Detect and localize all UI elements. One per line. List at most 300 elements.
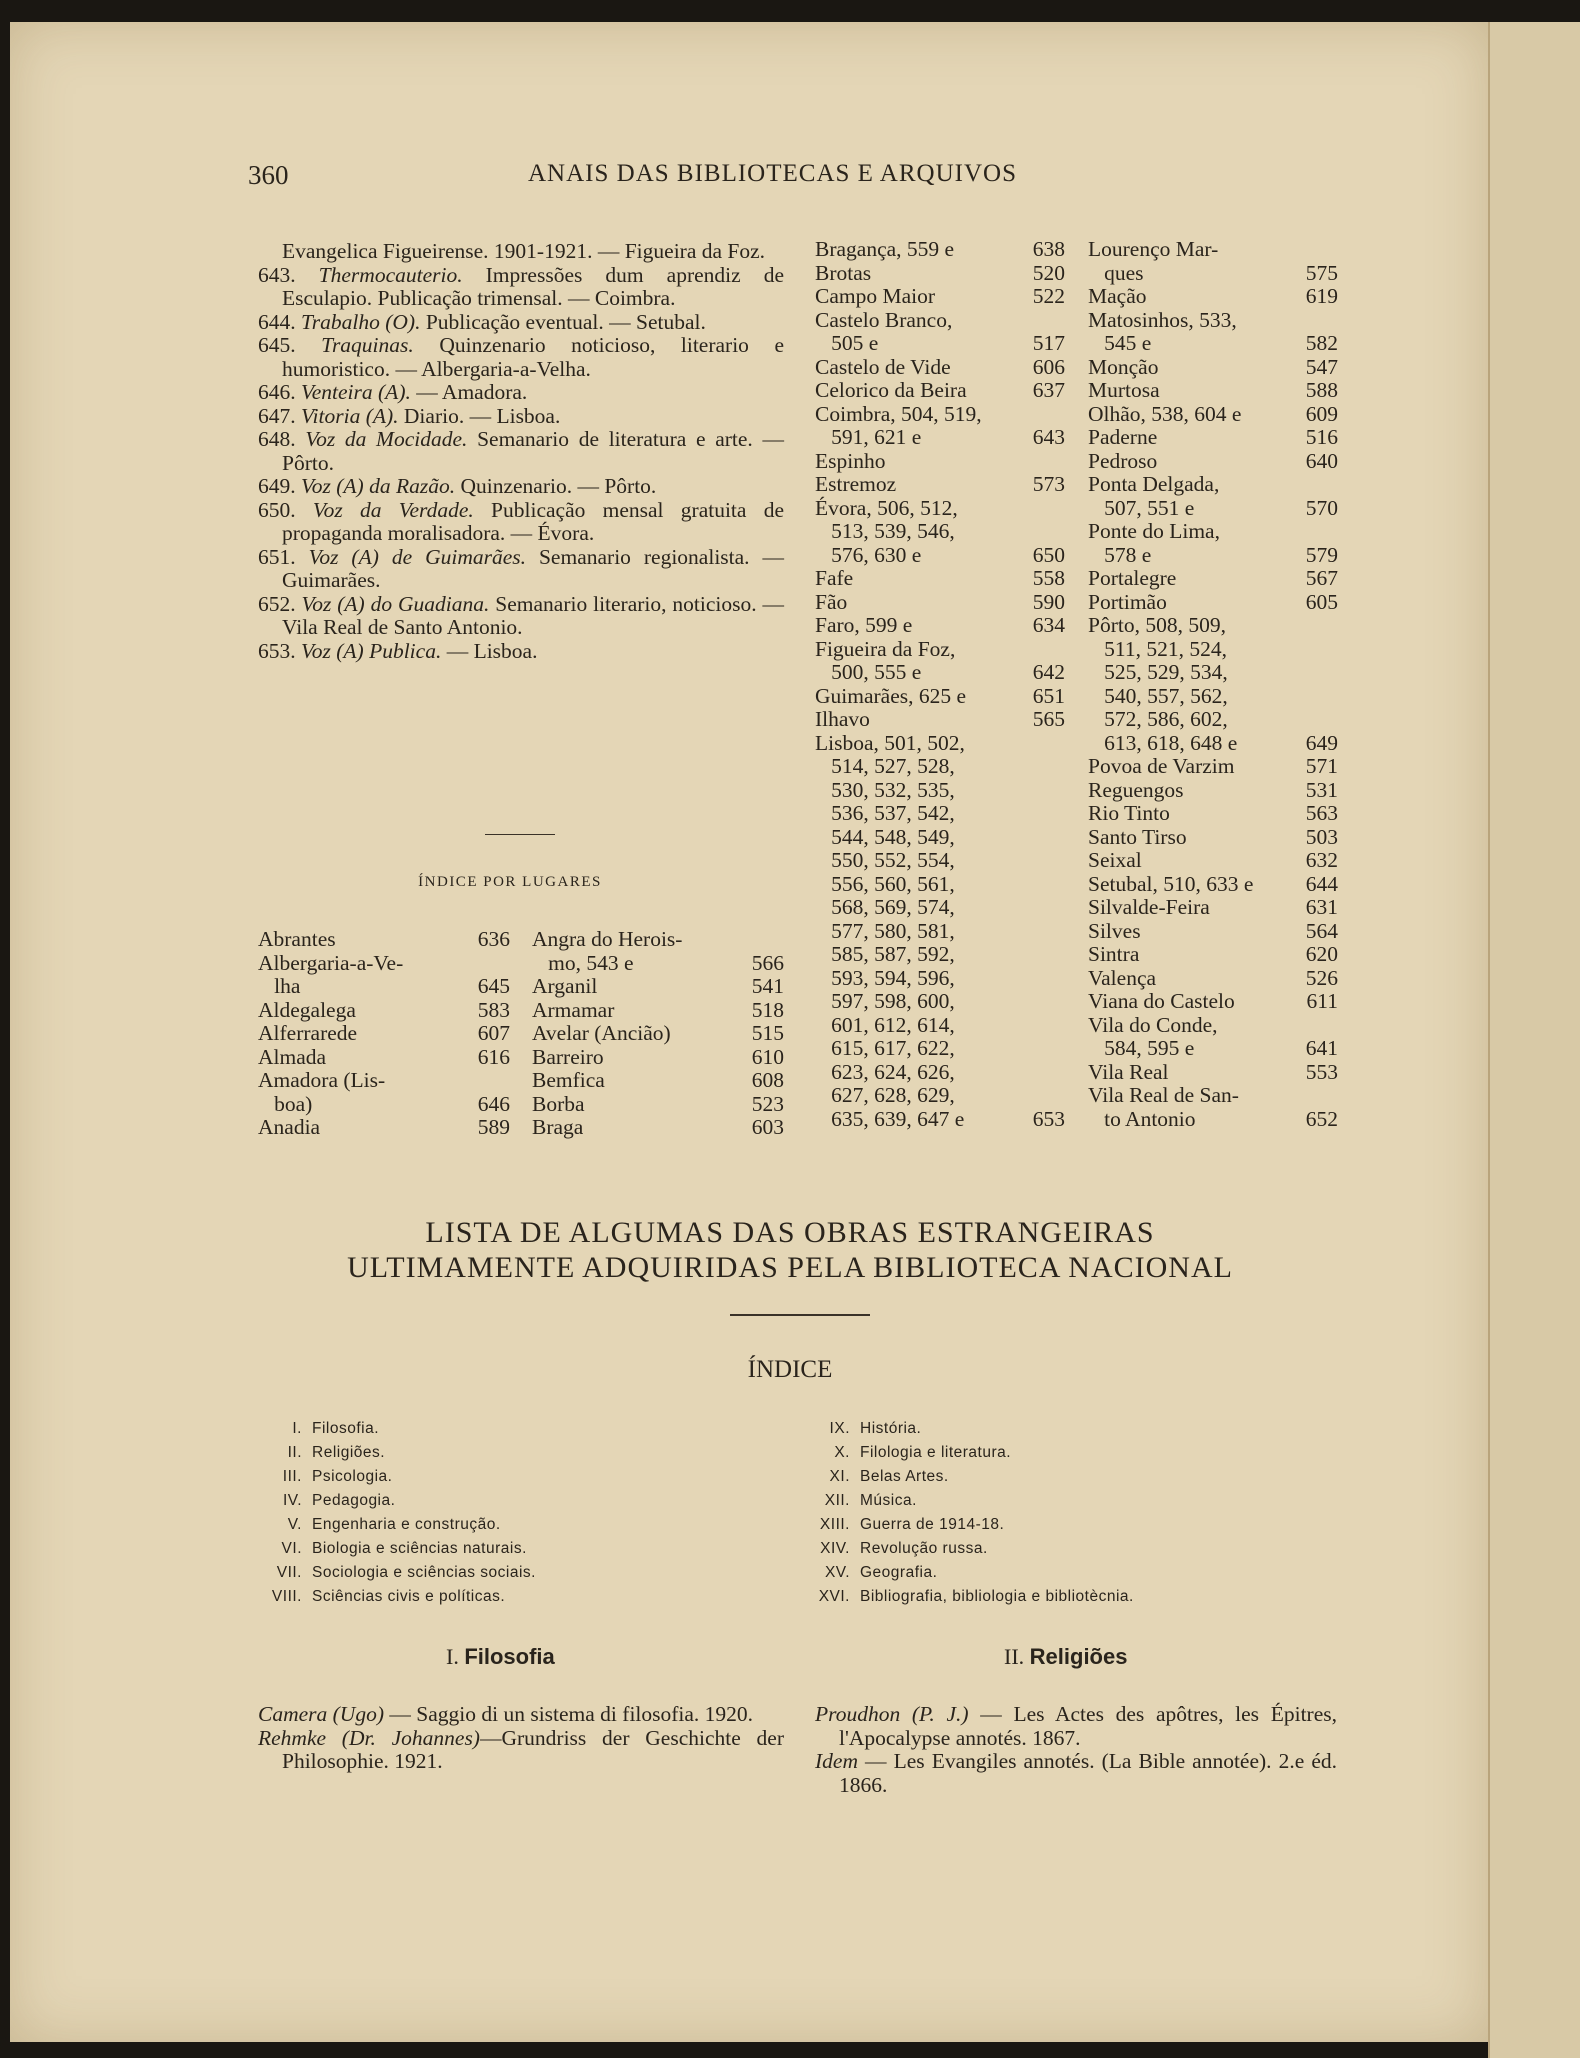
section-index-item — [804, 1417, 1364, 1441]
reference-entry — [815, 1750, 1337, 1797]
place-name: Almada — [258, 1044, 327, 1069]
place-name: Ponta Delgada, — [1088, 472, 1220, 496]
place-number — [1293, 685, 1338, 709]
place-row — [815, 426, 1065, 450]
place-name: 635, 639, 647 e — [815, 1106, 965, 1131]
place-number: 651 — [1032, 683, 1065, 708]
place-number: 646 — [477, 1091, 510, 1116]
place-row — [1088, 262, 1338, 286]
place-row — [1088, 826, 1338, 850]
place-row — [815, 1084, 1065, 1108]
place-number: 644 — [1305, 871, 1338, 896]
place-number: 547 — [1305, 354, 1338, 379]
place-row — [1088, 238, 1338, 262]
place-number: 582 — [1305, 331, 1338, 355]
place-name: mo, 543 e — [532, 950, 634, 975]
place-number: 503 — [1305, 824, 1338, 849]
place-name: Bragança, 559 e — [815, 237, 955, 261]
place-number — [1293, 638, 1338, 662]
places-column-2 — [532, 928, 784, 1140]
place-row — [1088, 1108, 1338, 1132]
reference-author: Rehmke (Dr. Johannes) — [258, 1725, 480, 1750]
reference-author: Camera (Ugo) — [258, 1702, 384, 1726]
place-row — [1088, 685, 1338, 709]
place-name: 514, 527, 528, — [815, 754, 955, 778]
place-name: 597, 598, 600, — [815, 989, 955, 1013]
place-row — [815, 896, 1065, 920]
place-name: Portimão — [1088, 589, 1167, 614]
section-index-item — [804, 1537, 1364, 1561]
place-number — [1020, 896, 1065, 920]
place-number: 653 — [1032, 1106, 1065, 1131]
place-row — [1088, 708, 1338, 732]
entry-number: 645. — [258, 333, 296, 357]
section-name: Música. — [860, 1492, 917, 1509]
place-name: Pedroso — [1088, 448, 1158, 473]
place-row — [258, 999, 510, 1023]
place-name: Espinho — [815, 448, 886, 473]
place-name: Monção — [1088, 354, 1159, 379]
entry-description: — Lisboa. — [441, 638, 538, 663]
place-row — [815, 708, 1065, 732]
place-number: 631 — [1305, 895, 1338, 919]
place-name: Campo Maior — [815, 284, 936, 308]
place-name: 576, 630 e — [815, 542, 922, 567]
place-number — [1020, 849, 1065, 873]
section-roman: XIII. — [819, 1516, 850, 1533]
place-name: Abrantes — [258, 927, 336, 951]
place-row — [532, 1022, 784, 1046]
place-number: 579 — [1305, 542, 1338, 567]
place-row — [815, 849, 1065, 873]
place-name: 578 e — [1088, 542, 1152, 567]
entry-number: 643. — [258, 262, 296, 287]
place-name: 615, 617, 622, — [815, 1036, 955, 1060]
place-row — [532, 952, 784, 976]
periodical-entry — [258, 499, 784, 546]
periodical-entry — [258, 640, 784, 664]
reference-entry — [258, 1727, 784, 1774]
place-number: 583 — [477, 997, 510, 1022]
place-name: Viana do Castelo — [1088, 989, 1235, 1013]
place-number: 531 — [1305, 777, 1338, 802]
place-name: Pôrto, 508, 509, — [1088, 613, 1226, 637]
place-name: Coimbra, 504, 519, — [815, 401, 982, 426]
place-name: Albergaria-a-Ve- — [258, 950, 404, 975]
place-row — [1088, 638, 1338, 662]
entry-number: 652. — [258, 591, 296, 616]
place-row — [1088, 497, 1338, 521]
periodical-entry — [258, 546, 784, 593]
reference-text: — Les Evangiles annotés. (La Bible annotée). 2.e éd. 1866. — [839, 1749, 1337, 1797]
place-row — [258, 928, 510, 952]
section-index-item — [256, 1537, 756, 1561]
place-row — [1088, 379, 1338, 403]
entry-number: 648. — [258, 427, 296, 451]
place-number: 632 — [1305, 848, 1338, 872]
section-roman: X. — [834, 1444, 850, 1461]
reference-author: Proudhon (P. J.) — [815, 1702, 969, 1726]
place-number: 522 — [1032, 284, 1065, 308]
place-name: Figueira da Foz, — [815, 636, 956, 661]
place-number — [1293, 309, 1338, 333]
place-number: 570 — [1305, 495, 1338, 520]
place-row — [815, 332, 1065, 356]
periodical-entry — [258, 264, 784, 311]
filosofia-references — [258, 1703, 784, 1774]
place-row — [532, 975, 784, 999]
place-number: 649 — [1305, 730, 1338, 755]
place-row — [1088, 544, 1338, 568]
place-name: Castelo Branco, — [815, 307, 953, 332]
place-row — [1088, 426, 1338, 450]
place-number — [1020, 497, 1065, 521]
place-number: 603 — [751, 1115, 784, 1139]
place-name: Vila Real de San- — [1088, 1083, 1239, 1107]
place-name: 572, 586, 602, — [1088, 707, 1228, 731]
place-name: 613, 618, 648 e — [1088, 730, 1238, 755]
place-row — [258, 1046, 510, 1070]
place-number — [460, 952, 510, 976]
place-row — [1088, 309, 1338, 333]
place-number — [1020, 873, 1065, 897]
place-number: 589 — [477, 1115, 510, 1139]
place-name: Matosinhos, 533, — [1088, 307, 1237, 332]
section-name: Belas Artes. — [860, 1468, 949, 1485]
place-number — [1293, 1014, 1338, 1038]
place-row — [1088, 567, 1338, 591]
place-number — [1020, 990, 1065, 1014]
place-number: 573 — [1032, 472, 1065, 496]
periodical-entry — [258, 405, 784, 429]
place-number: 563 — [1305, 801, 1338, 825]
place-name: 545 e — [1088, 331, 1152, 355]
place-name: 540, 557, 562, — [1088, 683, 1228, 708]
next-page-edge — [1488, 22, 1580, 2058]
place-row — [1088, 802, 1338, 826]
place-number — [1293, 473, 1338, 497]
place-name: Arganil — [532, 974, 598, 998]
place-name: Vila Real — [1088, 1059, 1169, 1084]
place-number: 640 — [1305, 448, 1338, 473]
place-row — [1088, 732, 1338, 756]
section-roman: XVI. — [818, 1588, 850, 1605]
place-row — [532, 1046, 784, 1070]
place-row — [815, 1014, 1065, 1038]
places-column-3 — [815, 238, 1065, 1131]
place-number: 517 — [1032, 331, 1065, 355]
place-number: 526 — [1305, 965, 1338, 990]
place-name: 577, 580, 581, — [815, 918, 955, 943]
place-row — [1088, 285, 1338, 309]
place-row — [532, 1116, 784, 1140]
section-roman: VI. — [281, 1540, 302, 1557]
place-row — [1088, 920, 1338, 944]
place-name: 591, 621 e — [815, 425, 922, 449]
place-number — [1293, 708, 1338, 732]
place-row — [1088, 1014, 1338, 1038]
place-name: Vila do Conde, — [1088, 1012, 1218, 1037]
place-name: Seixal — [1088, 848, 1142, 872]
place-row — [1088, 849, 1338, 873]
place-name: Paderne — [1088, 425, 1158, 449]
section-index-item — [804, 1513, 1364, 1537]
reference-text: —Grundriss der Geschichte der Philosophie. 1921. — [282, 1725, 784, 1773]
place-number — [1020, 826, 1065, 850]
place-row — [532, 999, 784, 1023]
section-index-item — [256, 1417, 756, 1441]
section-index-item — [804, 1441, 1364, 1465]
place-row — [815, 567, 1065, 591]
place-row — [1088, 356, 1338, 380]
section-roman: IX. — [829, 1420, 850, 1437]
place-number: 611 — [1306, 989, 1338, 1013]
entry-number: 644. — [258, 309, 296, 334]
section-index-item — [256, 1489, 756, 1513]
place-number: 607 — [477, 1021, 510, 1045]
place-name: Faro, 599 e — [815, 613, 913, 637]
place-number — [1020, 1037, 1065, 1061]
section-name: Guerra de 1914-18. — [860, 1516, 1005, 1533]
section-name: Sciências civis e políticas. — [312, 1588, 506, 1605]
place-number — [1020, 967, 1065, 991]
place-row — [815, 450, 1065, 474]
place-number: 636 — [477, 927, 510, 951]
entry-title: Voz (A) de Guimarães. — [308, 544, 527, 569]
section-roman: XV. — [824, 1564, 850, 1581]
place-name: Sintra — [1088, 942, 1140, 966]
periodical-entry — [258, 475, 784, 499]
place-number: 523 — [751, 1091, 784, 1116]
section-index-left — [256, 1417, 756, 1609]
place-number: 565 — [1032, 707, 1065, 731]
place-number: 643 — [1032, 425, 1065, 449]
place-number — [1020, 403, 1065, 427]
place-row — [258, 975, 510, 999]
entry-description: Diario. — Lisboa. — [398, 403, 561, 428]
place-name: 511, 521, 524, — [1088, 636, 1227, 661]
place-name: Ilhavo — [815, 707, 870, 731]
place-name: 525, 529, 534, — [1088, 660, 1228, 684]
place-number: 575 — [1305, 260, 1338, 285]
place-name: Lisboa, 501, 502, — [815, 730, 965, 755]
entry-title: Voz (A) do Guadiana. — [301, 591, 490, 616]
place-number — [1020, 309, 1065, 333]
place-name: Lourenço Mar- — [1088, 237, 1219, 261]
place-row — [1088, 873, 1338, 897]
place-row — [815, 379, 1065, 403]
entry-description: Quinzenario. — Pôrto. — [455, 474, 657, 498]
place-row — [815, 638, 1065, 662]
reference-entry — [258, 1703, 784, 1727]
place-row — [1088, 450, 1338, 474]
periodical-entry — [258, 311, 784, 335]
place-name: Castelo de Vide — [815, 354, 951, 379]
place-row — [1088, 779, 1338, 803]
place-name: 536, 537, 542, — [815, 801, 955, 825]
place-number — [1020, 732, 1065, 756]
place-name: Anadia — [258, 1115, 321, 1139]
running-title: ANAIS DAS BIBLIOTECAS E ARQUIVOS — [528, 160, 1017, 187]
entry-description: Publicação mensal gratuita de propaganda moralisadora. — Évora. — [282, 497, 784, 545]
entry-title: Voz (A) Publica. — [301, 638, 442, 663]
place-number: 608 — [751, 1068, 784, 1092]
place-name: 584, 595 e — [1088, 1036, 1195, 1060]
place-number: 541 — [751, 974, 784, 998]
section-index-item — [256, 1513, 756, 1537]
place-number: 616 — [477, 1044, 510, 1069]
place-row — [815, 614, 1065, 638]
entry-number: 651. — [258, 544, 296, 569]
place-row — [258, 1093, 510, 1117]
entry-title: Venteira (A). — [301, 380, 411, 404]
place-name: Murtosa — [1088, 378, 1160, 402]
place-row — [815, 920, 1065, 944]
place-number: 571 — [1305, 754, 1338, 778]
entry-description: Semanario de literatura e arte. — Pôrto. — [282, 427, 784, 475]
entry-title: Traquinas. — [321, 333, 414, 357]
place-number: 620 — [1305, 942, 1338, 966]
reference-author: Idem — [815, 1749, 858, 1773]
place-row — [815, 990, 1065, 1014]
place-number: 642 — [1032, 660, 1065, 684]
place-name: 544, 548, 549, — [815, 824, 955, 849]
section-name: Bibliografia, bibliologia e bibliotècnia. — [860, 1588, 1134, 1605]
entry-description: — Amadora. — [410, 380, 528, 404]
place-number: 634 — [1032, 613, 1065, 637]
place-number — [1020, 755, 1065, 779]
section-name: História. — [860, 1420, 922, 1437]
place-name: 505 e — [815, 331, 879, 355]
place-row — [815, 356, 1065, 380]
place-number: 515 — [751, 1021, 784, 1045]
place-name: Estremoz — [815, 472, 897, 496]
place-name: Setubal, 510, 633 e — [1088, 871, 1254, 896]
place-number — [1293, 520, 1338, 544]
place-number: 588 — [1305, 378, 1338, 402]
place-row — [815, 544, 1065, 568]
place-name: Valença — [1088, 965, 1157, 990]
place-name: 530, 532, 535, — [815, 777, 955, 802]
section-name: Filologia e literatura. — [860, 1444, 1012, 1461]
places-column-1 — [258, 928, 510, 1140]
periodical-entry — [258, 334, 784, 381]
filosofia-heading — [446, 1644, 555, 1670]
section-index-item — [804, 1561, 1364, 1585]
place-name: Santo Tirso — [1088, 824, 1187, 849]
section-index-item — [256, 1585, 756, 1609]
place-number: 520 — [1032, 260, 1065, 285]
place-name: Silvalde-Feira — [1088, 895, 1210, 919]
place-name: Brotas — [815, 260, 872, 285]
place-number — [1293, 238, 1338, 262]
section-name: Sociologia e sciências sociais. — [312, 1564, 536, 1581]
entry-title: Thermocauterio. — [318, 262, 463, 287]
periodical-entry — [258, 240, 784, 264]
reference-entry — [815, 1703, 1337, 1750]
place-name: 507, 551 e — [1088, 495, 1195, 520]
place-name: Celorico da Beira — [815, 378, 967, 402]
place-number: 637 — [1032, 378, 1065, 402]
section-index-item — [256, 1561, 756, 1585]
place-row — [815, 1108, 1065, 1132]
section-name: Psicologia. — [312, 1468, 393, 1485]
place-number — [1020, 802, 1065, 826]
place-number — [1020, 1014, 1065, 1038]
place-row — [815, 873, 1065, 897]
place-name: Bemfica — [532, 1068, 605, 1092]
place-number: 590 — [1032, 589, 1065, 614]
place-row — [1088, 1084, 1338, 1108]
entry-number: 653. — [258, 638, 296, 663]
place-name: Silves — [1088, 918, 1141, 943]
place-name: ques — [1088, 260, 1144, 285]
section-name: Filosofia. — [312, 1420, 380, 1437]
place-row — [1088, 896, 1338, 920]
place-name: Alferrarede — [258, 1021, 358, 1045]
place-row — [1088, 755, 1338, 779]
place-number — [1293, 1084, 1338, 1108]
entry-title: Voz da Verdade. — [312, 497, 474, 522]
section-roman: XII. — [824, 1492, 850, 1509]
entry-number: 646. — [258, 380, 296, 404]
entry-description: Impressões dum aprendiz de Esculapio. Publicação trimensal. — Coimbra. — [282, 262, 785, 310]
place-number: 641 — [1305, 1036, 1338, 1060]
religioes-roman: II. — [1004, 1644, 1025, 1669]
entry-description: Publicação eventual. — Setubal. — [420, 309, 706, 334]
place-row — [815, 967, 1065, 991]
place-name: Armamar — [532, 997, 615, 1022]
section-index-item — [804, 1585, 1364, 1609]
entry-number: 649. — [258, 474, 296, 498]
place-name: to Antonio — [1088, 1106, 1196, 1131]
entry-title: Voz da Mocidade. — [305, 427, 468, 451]
section-name: Pedagogia. — [312, 1492, 396, 1509]
place-row — [815, 732, 1065, 756]
place-number: 564 — [1305, 918, 1338, 943]
place-number — [1020, 779, 1065, 803]
place-name: 556, 560, 561, — [815, 871, 955, 896]
periodical-entry — [258, 593, 784, 640]
place-row — [1088, 943, 1338, 967]
place-row — [1088, 332, 1338, 356]
place-row — [815, 1061, 1065, 1085]
section-index-item — [256, 1441, 756, 1465]
place-name: 585, 587, 592, — [815, 942, 955, 966]
place-row — [815, 497, 1065, 521]
section-name: Religiões. — [312, 1444, 386, 1461]
place-name: Ponte do Lima, — [1088, 519, 1220, 543]
section-roman: XIV. — [820, 1540, 850, 1557]
place-number — [1293, 614, 1338, 638]
place-name: Mação — [1088, 284, 1147, 308]
place-row — [815, 1037, 1065, 1061]
place-name: 550, 552, 554, — [815, 848, 955, 872]
section-roman: I. — [292, 1420, 302, 1437]
place-name: 568, 569, 574, — [815, 895, 955, 919]
place-row — [532, 1069, 784, 1093]
section-roman: VIII. — [271, 1588, 302, 1605]
place-name: 593, 594, 596, — [815, 965, 955, 990]
section-roman: II. — [287, 1444, 302, 1461]
periodical-entry — [258, 381, 784, 405]
place-row — [1088, 473, 1338, 497]
entry-title: Voz (A) da Razão. — [301, 474, 456, 498]
place-row — [815, 285, 1065, 309]
place-row — [815, 826, 1065, 850]
religioes-heading — [1004, 1644, 1127, 1670]
place-name: 513, 539, 546, — [815, 519, 955, 543]
